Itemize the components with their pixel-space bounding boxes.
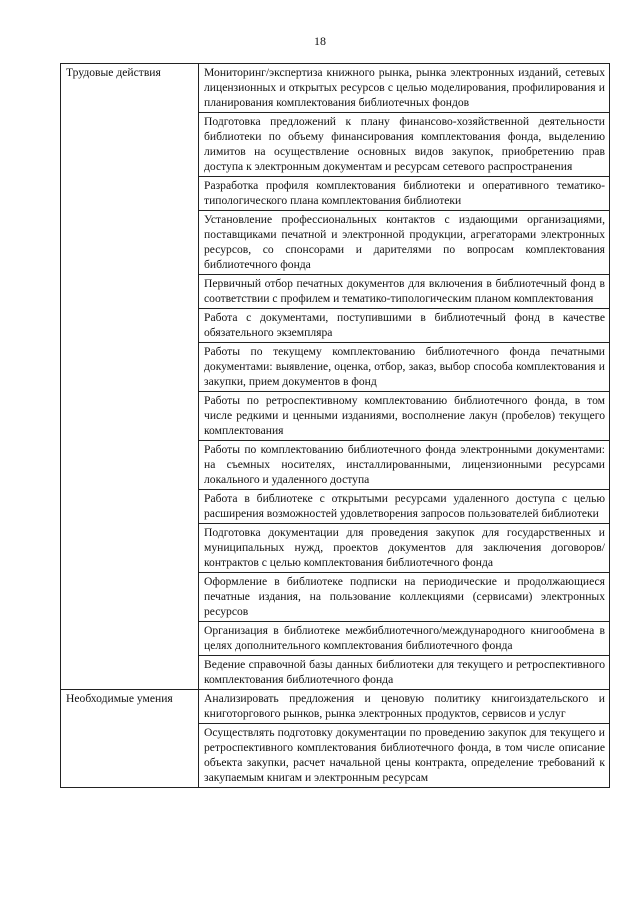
labor-action-item: Мониторинг/экспертиза книжного рынка, рынка электронных изданий, сетевых лицензионных и открытых ресурсов с целью моделирования, профилирования и планирования комплектования библиотечных фондов — [199, 64, 610, 113]
labor-action-item: Работы по текущему комплектованию библиотечного фонда печатными документами: выявление, оценка, отбор, заказ, выбор способа комплектования и закупки, прием документов в фонд — [199, 343, 610, 392]
labor-action-item: Ведение справочной базы данных библиотеки для текущего и ретроспективного комплектования библиотечного фонда — [199, 656, 610, 690]
section-label-required-skills: Необходимые умения — [61, 690, 199, 788]
labor-action-item: Организация в библиотеке межбиблиотечного/международного книгообмена в целях дополнительного комплектования библиотечного фонда — [199, 622, 610, 656]
page-number: 18 — [314, 34, 326, 48]
labor-action-item: Подготовка предложений к плану финансово-хозяйственной деятельности библиотеки по объему финансирования комплектования фонда, выделению лимитов на осуществление основных видов закупок, приобретению прав доступа к электронным документам и ресурсам сетевого распространения — [199, 113, 610, 177]
required-skill-item: Анализировать предложения и ценовую политику книгоиздательского и книготоргового рынков, рынка электронных продуктов, сервисов и услуг — [199, 690, 610, 724]
table-row — [61, 690, 610, 724]
section-label-labor-actions: Трудовые действия — [61, 64, 199, 690]
labor-action-item: Работы по комплектованию библиотечного фонда электронными документами: на съемных носителях, инсталлированными, лицензионными ресурсами локального и удаленного доступа — [199, 441, 610, 490]
labor-functions-table — [60, 63, 610, 788]
labor-action-item: Первичный отбор печатных документов для включения в библиотечный фонд в соответствии с профилем и тематико-типологическим планом комплектования — [199, 275, 610, 309]
labor-action-item: Установление профессиональных контактов с издающими организациями, поставщиками печатной и электронной продукции, агрегаторами электронных ресурсов, со спонсорами и дарителями по вопросам комплектования библиотечного фонда — [199, 211, 610, 275]
labor-action-item: Работа в библиотеке с открытыми ресурсами удаленного доступа с целью расширения возможностей удовлетворения запросов пользователей библиотеки — [199, 490, 610, 524]
labor-action-item: Разработка профиля комплектования библиотеки и оперативного тематико-типологического плана комплектования библиотеки — [199, 177, 610, 211]
labor-action-item: Оформление в библиотеке подписки на периодические и продолжающиеся печатные издания, на пользование коллекциями (сервисами) электронных ресурсов — [199, 573, 610, 622]
labor-action-item: Работы по ретроспективному комплектованию библиотечного фонда, в том числе редкими и ценными изданиями, восполнение лакун (пробелов) текущего комплектования — [199, 392, 610, 441]
required-skill-item: Осуществлять подготовку документации по проведению закупок для текущего и ретроспективного комплектования библиотечного фонда, в том числе описание объекта закупки, расчет начальной цены контракта, определение требований к закупаемым книгам и электронным ресурсам — [199, 724, 610, 788]
labor-action-item: Работа с документами, поступившими в библиотечный фонд в качестве обязательного экземпляра — [199, 309, 610, 343]
table-row — [61, 64, 610, 113]
labor-action-item: Подготовка документации для проведения закупок для государственных и муниципальных нужд, проектов документов для заключения договоров/контрактов с целью комплектования библиотечного фонда — [199, 524, 610, 573]
